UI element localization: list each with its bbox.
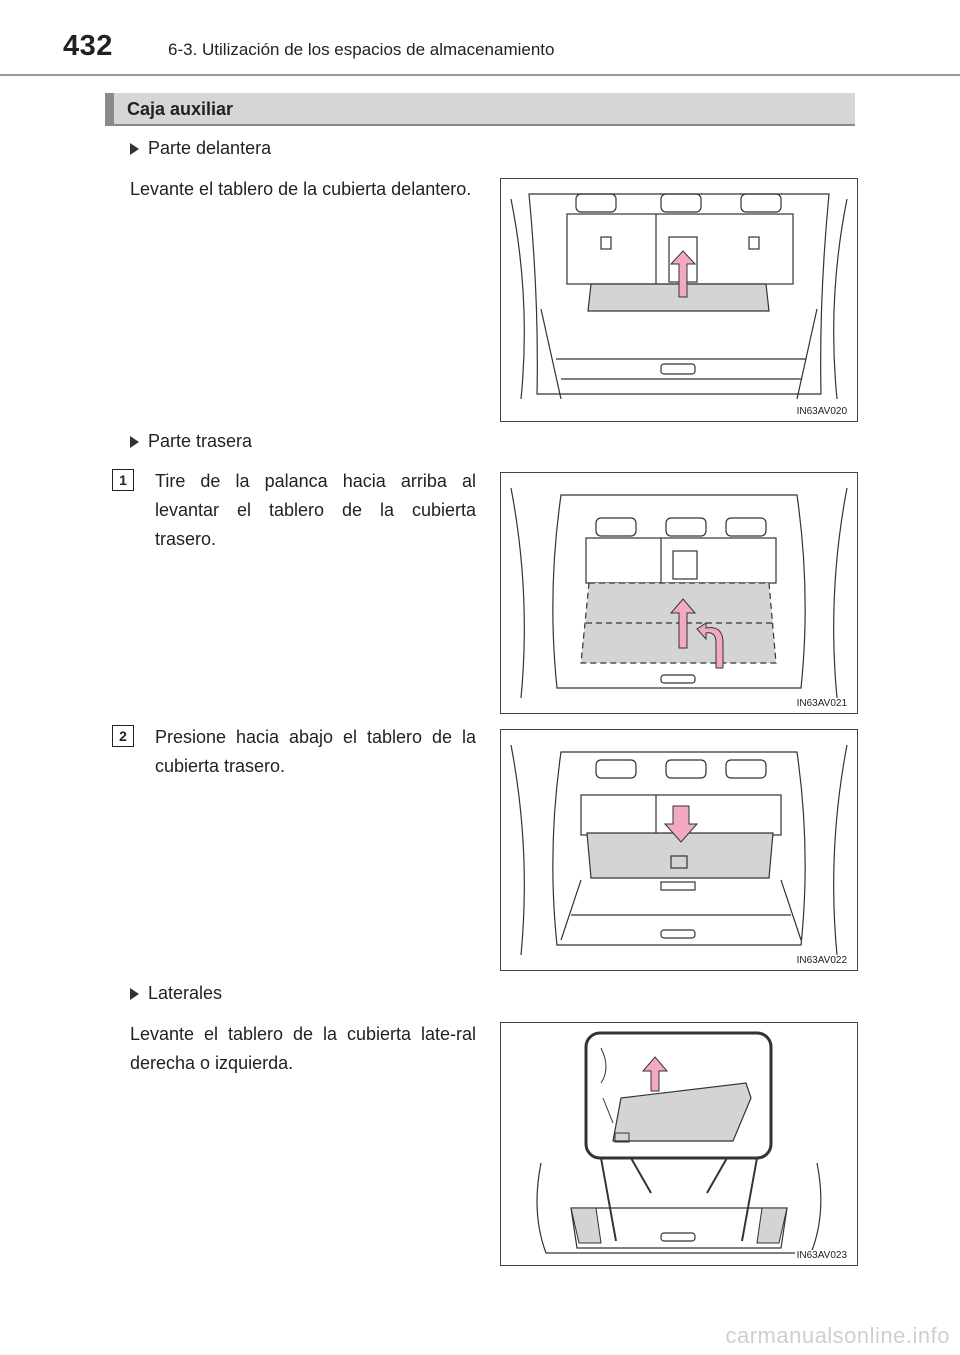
figure-id: IN63AV022 [796, 955, 847, 966]
step-number-2: 2 [112, 725, 134, 747]
section-title: Caja auxiliar [127, 99, 234, 119]
bullet-label: Laterales [148, 983, 223, 1003]
bullet-parte-trasera [130, 431, 252, 452]
bullet-parte-delantera [130, 138, 271, 159]
running-title: 6-3. Utilización de los espacios de almacenamiento [168, 40, 555, 59]
section-accent [105, 93, 114, 125]
bullet-label: Parte trasera [148, 431, 253, 451]
figure-rear-press [500, 729, 858, 971]
instruction-text: Levante el tablero de la cubierta late-ral derecha o izquierda. [130, 1024, 476, 1073]
watermark: carmanualsonline.info [725, 1323, 950, 1348]
cargo-illustration-rear-press [501, 730, 857, 970]
figure-id: IN63AV021 [796, 698, 847, 709]
figure-side-covers [500, 1022, 858, 1266]
cargo-illustration-front [501, 179, 857, 421]
step-2-text: Presione hacia abajo el tablero de la cubierta trasero. [155, 727, 476, 776]
header-rule [0, 74, 960, 76]
triangle-bullet-icon [130, 436, 139, 448]
step-number-1: 1 [112, 469, 134, 491]
figure-id: IN63AV020 [796, 406, 847, 417]
bullet-laterales [130, 983, 222, 1004]
section-bar [105, 93, 855, 125]
figure-rear-lever [500, 472, 858, 714]
cargo-illustration-rear-lever [501, 473, 857, 713]
section-underline [105, 124, 855, 126]
step-1-text: Tire de la palanca hacia arriba al levantar el tablero de la cubierta trasero. [155, 471, 476, 549]
instruction-text: Levante el tablero de la cubierta delantero. [130, 179, 472, 199]
figure-id: IN63AV023 [796, 1250, 847, 1261]
triangle-bullet-icon [130, 143, 139, 155]
triangle-bullet-icon [130, 988, 139, 1000]
bullet-label: Parte delantera [148, 138, 272, 158]
cargo-illustration-side [501, 1023, 857, 1265]
page-number: 432 [63, 30, 113, 62]
figure-front-cover [500, 178, 858, 422]
